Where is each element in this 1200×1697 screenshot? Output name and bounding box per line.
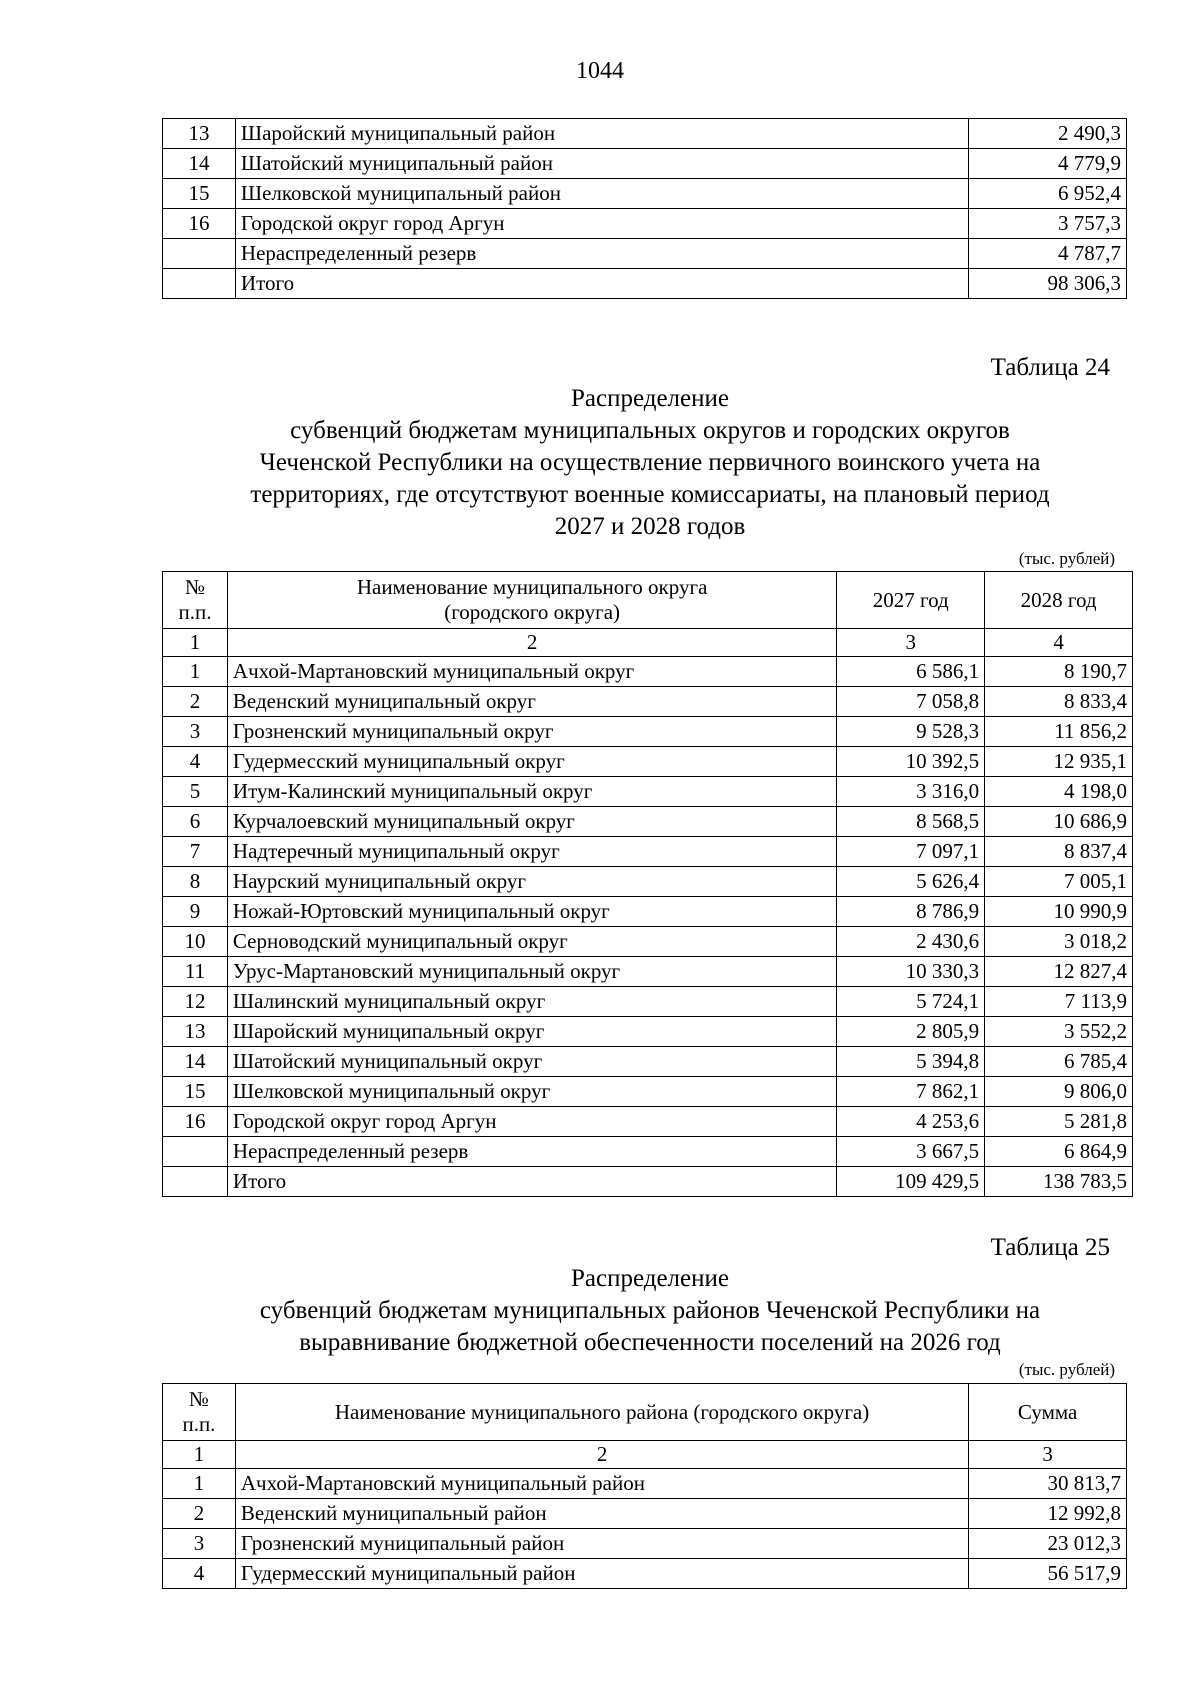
header-2028: 2028 год xyxy=(985,572,1133,629)
table-25-caption xyxy=(0,1263,1200,1359)
cell-name: Наурский муниципальный округ xyxy=(227,867,836,897)
cell-name: Шаройский муниципальный округ xyxy=(227,1017,836,1047)
cell-value-2028: 7 113,9 xyxy=(985,987,1133,1017)
table-row xyxy=(163,209,1127,239)
table-row xyxy=(163,1499,1127,1529)
cell-num: 7 xyxy=(163,837,228,867)
caption-line: 2027 и 2028 годов xyxy=(554,513,746,540)
table-row xyxy=(163,687,1133,717)
cell-name: Гудермесский муниципальный район xyxy=(235,1559,968,1589)
cell-value-2028: 12 827,4 xyxy=(985,957,1133,987)
cell-name: Грозненский муниципальный округ xyxy=(227,717,836,747)
cell-name: Ачхой-Мартановский муниципальный округ xyxy=(227,657,836,687)
cell-value-2027: 8 568,5 xyxy=(837,807,985,837)
header-num-line1: № xyxy=(188,1387,209,1412)
cell-value-2028: 138 783,5 xyxy=(985,1167,1133,1197)
cell-name: Веденский муниципальный район xyxy=(235,1499,968,1529)
caption-line: Распределение xyxy=(571,1265,729,1292)
column-number: 3 xyxy=(837,629,985,657)
cell-value-2027: 7 862,1 xyxy=(837,1077,985,1107)
cell-name: Веденский муниципальный округ xyxy=(227,687,836,717)
column-number: 3 xyxy=(969,1441,1127,1469)
cell-name: Ножай-Юртовский муниципальный округ xyxy=(227,897,836,927)
table-row xyxy=(163,987,1133,1017)
cell-name: Шаройский муниципальный район xyxy=(235,119,968,149)
cell-value-2027: 109 429,5 xyxy=(837,1167,985,1197)
cell-value: 6 952,4 xyxy=(969,179,1127,209)
column-number: 2 xyxy=(235,1441,968,1469)
cell-value-2027: 7 058,8 xyxy=(837,687,985,717)
header-num-line2: п.п. xyxy=(178,600,212,624)
table-25 xyxy=(162,1383,1127,1589)
cell-value-2028: 4 198,0 xyxy=(985,777,1133,807)
cell-value-2027: 9 528,3 xyxy=(837,717,985,747)
table-25-unit: (тыс. рублей) xyxy=(1018,1360,1115,1379)
cell-name: Ачхой-Мартановский муниципальный район xyxy=(235,1469,968,1499)
cell-name: Городской округ город Аргун xyxy=(235,209,968,239)
cell-num: 1 xyxy=(163,657,228,687)
cell-value-2027: 3 316,0 xyxy=(837,777,985,807)
cell-name: Шалинский муниципальный округ xyxy=(227,987,836,1017)
table-row xyxy=(163,1469,1127,1499)
table-row xyxy=(163,657,1133,687)
header-num xyxy=(163,572,228,629)
header-name xyxy=(227,572,836,629)
header-name-line2: (городского округа) xyxy=(444,600,621,624)
cell-value-2028: 10 686,9 xyxy=(985,807,1133,837)
cell-value-2028: 8 837,4 xyxy=(985,837,1133,867)
cell-value-2028: 7 005,1 xyxy=(985,867,1133,897)
table-row xyxy=(163,897,1133,927)
cell-name: Итого xyxy=(227,1167,836,1197)
cell-value-2028: 8 190,7 xyxy=(985,657,1133,687)
table-row xyxy=(163,239,1127,269)
table-row xyxy=(163,957,1133,987)
table-row xyxy=(163,269,1127,299)
cell-value-2028: 3 552,2 xyxy=(985,1017,1133,1047)
cell-value-2028: 9 806,0 xyxy=(985,1077,1133,1107)
page-number: 1044 xyxy=(576,58,624,84)
cell-value-2028: 3 018,2 xyxy=(985,927,1133,957)
cell-num: 16 xyxy=(163,1107,228,1137)
cell-name: Гудермесский муниципальный округ xyxy=(227,747,836,777)
cell-value: 56 517,9 xyxy=(969,1559,1127,1589)
cell-value-2027: 6 586,1 xyxy=(837,657,985,687)
table-24-caption xyxy=(0,383,1200,543)
cell-name: Нераспределенный резерв xyxy=(227,1137,836,1167)
cell-value: 23 012,3 xyxy=(969,1529,1127,1559)
cell-name: Шелковской муниципальный район xyxy=(235,179,968,209)
cell-value-2027: 8 786,9 xyxy=(837,897,985,927)
table-row xyxy=(163,927,1133,957)
cell-value-2027: 7 097,1 xyxy=(837,837,985,867)
cell-num: 13 xyxy=(163,1017,228,1047)
table-row xyxy=(163,1167,1133,1197)
table-row xyxy=(163,1559,1127,1589)
cell-value-2028: 11 856,2 xyxy=(985,717,1133,747)
cell-num: 15 xyxy=(163,179,236,209)
column-number: 2 xyxy=(227,629,836,657)
cell-num: 6 xyxy=(163,807,228,837)
cell-value: 98 306,3 xyxy=(969,269,1127,299)
table-row xyxy=(163,1047,1133,1077)
cell-num xyxy=(163,269,236,299)
cell-num: 2 xyxy=(163,687,228,717)
table-previous-continuation xyxy=(162,118,1127,299)
table-row xyxy=(163,867,1133,897)
header-2027: 2027 год xyxy=(837,572,985,629)
cell-num: 4 xyxy=(163,747,228,777)
cell-num: 2 xyxy=(163,1499,236,1529)
table-row xyxy=(163,1077,1133,1107)
cell-name: Грозненский муниципальный район xyxy=(235,1529,968,1559)
cell-value-2028: 5 281,8 xyxy=(985,1107,1133,1137)
cell-num: 11 xyxy=(163,957,228,987)
header-num xyxy=(163,1384,236,1441)
cell-name: Курчалоевский муниципальный округ xyxy=(227,807,836,837)
cell-value: 30 813,7 xyxy=(969,1469,1127,1499)
cell-value-2027: 2 430,6 xyxy=(837,927,985,957)
cell-value: 3 757,3 xyxy=(969,209,1127,239)
cell-value-2027: 10 330,3 xyxy=(837,957,985,987)
cell-value: 12 992,8 xyxy=(969,1499,1127,1529)
cell-value-2027: 4 253,6 xyxy=(837,1107,985,1137)
cell-num: 14 xyxy=(163,1047,228,1077)
cell-value-2027: 10 392,5 xyxy=(837,747,985,777)
table-row xyxy=(163,149,1127,179)
caption-line: субвенций бюджетам муниципальных округов и городских округов xyxy=(290,417,1010,444)
cell-name: Итого xyxy=(235,269,968,299)
cell-value: 2 490,3 xyxy=(969,119,1127,149)
cell-num xyxy=(163,1167,228,1197)
cell-value-2028: 10 990,9 xyxy=(985,897,1133,927)
cell-name: Итум-Калинский муниципальный округ xyxy=(227,777,836,807)
column-number: 1 xyxy=(163,1441,236,1469)
cell-name: Серноводский муниципальный округ xyxy=(227,927,836,957)
column-number: 4 xyxy=(985,629,1133,657)
cell-num: 8 xyxy=(163,867,228,897)
column-number: 1 xyxy=(163,629,228,657)
cell-value-2028: 6 864,9 xyxy=(985,1137,1133,1167)
table-row xyxy=(163,1137,1133,1167)
cell-name: Нераспределенный резерв xyxy=(235,239,968,269)
table-row xyxy=(163,1017,1133,1047)
header-name: Наименование муниципального района (городского округа) xyxy=(235,1384,968,1441)
table-row xyxy=(163,837,1133,867)
cell-num: 16 xyxy=(163,209,236,239)
cell-num: 15 xyxy=(163,1077,228,1107)
cell-num xyxy=(163,1137,228,1167)
cell-value-2028: 12 935,1 xyxy=(985,747,1133,777)
table-row xyxy=(163,747,1133,777)
header-num-line2: п.п. xyxy=(182,1412,216,1436)
cell-value-2027: 2 805,9 xyxy=(837,1017,985,1047)
cell-name: Шатойский муниципальный округ xyxy=(227,1047,836,1077)
caption-line: Распределение xyxy=(571,385,729,412)
cell-name: Городской округ город Аргун xyxy=(227,1107,836,1137)
cell-num: 13 xyxy=(163,119,236,149)
cell-num: 3 xyxy=(163,1529,236,1559)
cell-num: 4 xyxy=(163,1559,236,1589)
cell-num: 12 xyxy=(163,987,228,1017)
table-row xyxy=(163,1529,1127,1559)
table-25-label: Таблица 25 xyxy=(990,1234,1110,1261)
header-num-line1: № xyxy=(184,575,205,600)
table-24 xyxy=(162,571,1133,1197)
caption-line: Чеченской Республики на осуществление первичного воинского учета на xyxy=(259,449,1041,476)
cell-value-2028: 6 785,4 xyxy=(985,1047,1133,1077)
cell-num xyxy=(163,239,236,269)
cell-num: 5 xyxy=(163,777,228,807)
table-row xyxy=(163,1107,1133,1137)
cell-num: 10 xyxy=(163,927,228,957)
caption-line: субвенций бюджетам муниципальных районов Чеченской Республики на xyxy=(259,1297,1041,1324)
table-row xyxy=(163,777,1133,807)
caption-line: территориях, где отсутствуют военные комиссариаты, на плановый период xyxy=(250,481,1050,508)
cell-value: 4 779,9 xyxy=(969,149,1127,179)
table-row xyxy=(163,807,1133,837)
cell-value-2027: 5 724,1 xyxy=(837,987,985,1017)
table-row xyxy=(163,717,1133,747)
header-name-line1: Наименование муниципального округа xyxy=(356,575,708,600)
cell-value-2027: 3 667,5 xyxy=(837,1137,985,1167)
table-row xyxy=(163,179,1127,209)
cell-value-2028: 8 833,4 xyxy=(985,687,1133,717)
table-24-label: Таблица 24 xyxy=(990,354,1110,381)
cell-value-2027: 5 626,4 xyxy=(837,867,985,897)
cell-num: 14 xyxy=(163,149,236,179)
cell-name: Шелковской муниципальный округ xyxy=(227,1077,836,1107)
cell-num: 3 xyxy=(163,717,228,747)
header-sum: Сумма xyxy=(969,1384,1127,1441)
cell-name: Надтеречный муниципальный округ xyxy=(227,837,836,867)
cell-name: Урус-Мартановский муниципальный округ xyxy=(227,957,836,987)
cell-num: 1 xyxy=(163,1469,236,1499)
cell-num: 9 xyxy=(163,897,228,927)
table-24-unit: (тыс. рублей) xyxy=(1018,549,1115,568)
cell-value: 4 787,7 xyxy=(969,239,1127,269)
cell-name: Шатойский муниципальный район xyxy=(235,149,968,179)
table-row xyxy=(163,119,1127,149)
caption-line: выравнивание бюджетной обеспеченности поселений на 2026 год xyxy=(299,1329,1001,1356)
cell-value-2027: 5 394,8 xyxy=(837,1047,985,1077)
